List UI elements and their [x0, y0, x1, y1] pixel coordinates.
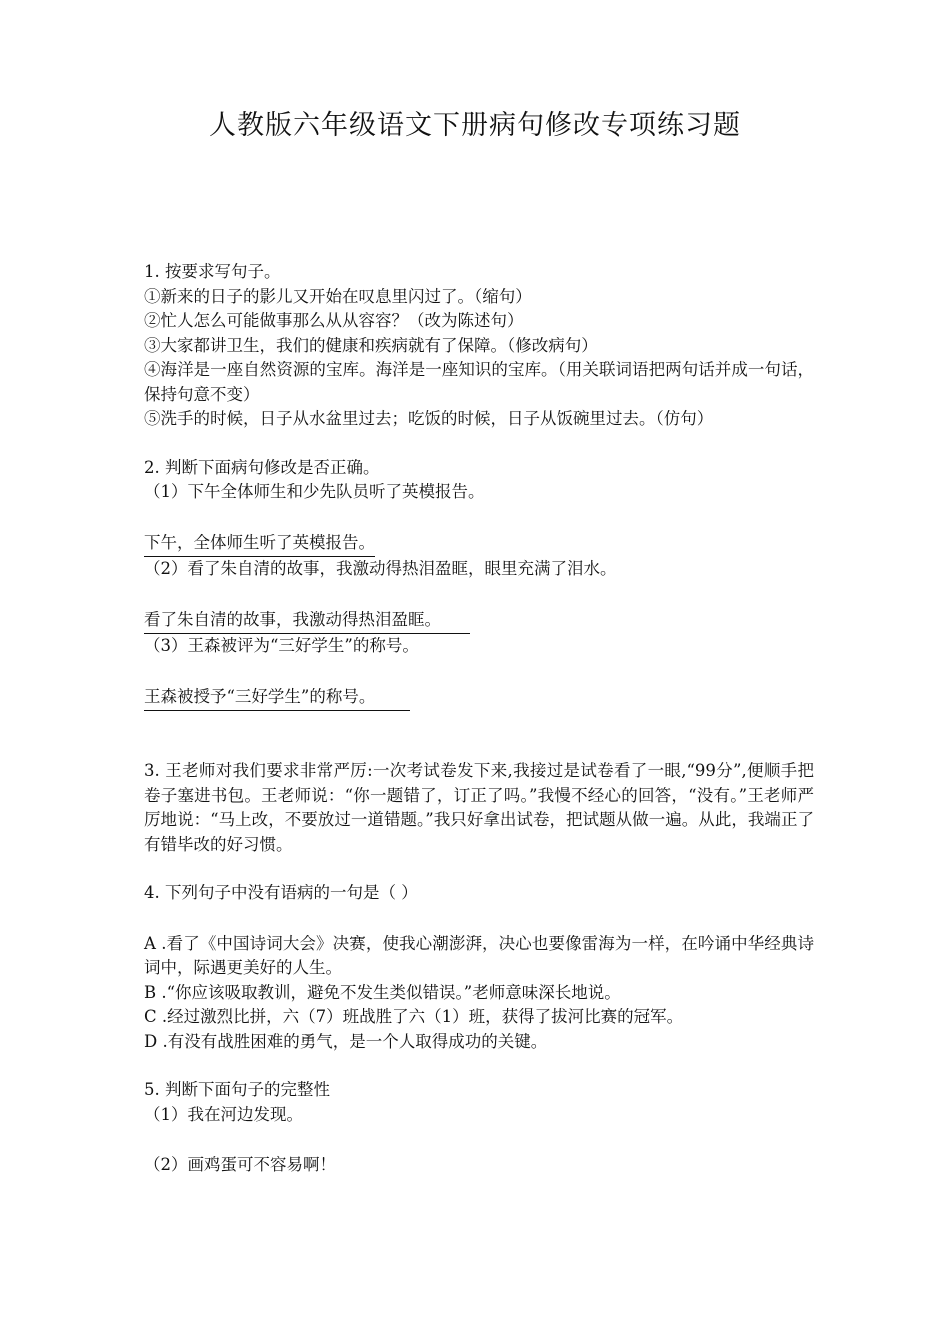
question-2-sentence: （2）看了朱自清的故事，我激动得热泪盈眶，眼里充满了泪水。: [144, 559, 617, 578]
question-1: [144, 260, 814, 432]
question-1-item: ⑤洗手的时候，日子从水盆里过去；吃饭的时候，日子从饭碗里过去。（仿句）: [144, 409, 714, 428]
question-1-item: ①新来的日子的影儿又开始在叹息里闪过了。（缩句）: [144, 286, 532, 306]
document-body: [144, 260, 814, 1178]
question-5: [144, 1078, 814, 1178]
question-4-option-a: A .看了《中国诗词大会》决赛，使我心潮澎湃，决心也要像雷海为一样，在吟诵中华经典诗词中，际遇更美好的人生。: [144, 933, 814, 977]
question-2-revision: 下午，全体师生听了英模报告。: [144, 531, 375, 558]
question-2-sentence: （1）下午全体师生和少先队员听了英模报告。: [144, 482, 485, 501]
question-4-option-d: D .有没有战胜困难的勇气，是一个人取得成功的关键。: [144, 1031, 548, 1051]
question-2: [144, 456, 814, 712]
question-3-text: 3. 王老师对我们要求非常严厉:一次考试卷发下来,我接过是试卷看了一眼,“99分”,便顺手把卷子塞进书包。王老师说：“你一题错了，订正了吗。”我慢不经心的回答，“没有。”王老师严厉地说：“马上改，不要放过一道错题。”我只好拿出试卷，把试题从做一遍。从此，我端正了有错毕改的好习惯。: [144, 761, 814, 854]
question-5-item: （1）我在河边发现。: [144, 1104, 303, 1124]
question-1-item: ②忙人怎么可能做事那么从从容容？（改为陈述句）: [144, 311, 524, 330]
question-5-heading: 5. 判断下面句子的完整性: [144, 1080, 330, 1099]
question-1-item: ③大家都讲卫生，我们的健康和疾病就有了保障。（修改病句）: [144, 335, 598, 355]
question-2-heading: 2. 判断下面病句修改是否正确。: [144, 457, 380, 477]
question-1-heading: 1. 按要求写句子。: [144, 262, 281, 281]
page-title: 人教版六年级语文下册病句修改专项练习题: [209, 110, 741, 141]
question-4-heading: 4. 下列句子中没有语病的一句是（ ）: [144, 883, 418, 902]
question-2-revision: 王森被授予“三好学生”的称号。: [144, 685, 410, 712]
question-3: [144, 759, 814, 857]
question-4-option-b: B .“你应该吸取教训，避免不发生类似错误。”老师意味深长地说。: [144, 982, 621, 1002]
question-5-item: （2）画鸡蛋可不容易啊！: [144, 1155, 336, 1174]
question-4-option-c: C .经过激烈比拼，六（7）班战胜了六（1）班，获得了拔河比赛的冠军。: [144, 1007, 684, 1026]
question-4: [144, 881, 814, 1054]
question-2-sentence: （3）王森被评为“三好学生”的称号。: [144, 636, 419, 655]
question-1-item: ④海洋是一座自然资源的宝库。海洋是一座知识的宝库。（用关联词语把两句话并成一句话，保持句意不变）: [144, 360, 814, 404]
question-2-revision: 看了朱自清的故事，我激动得热泪盈眶。: [144, 608, 470, 635]
